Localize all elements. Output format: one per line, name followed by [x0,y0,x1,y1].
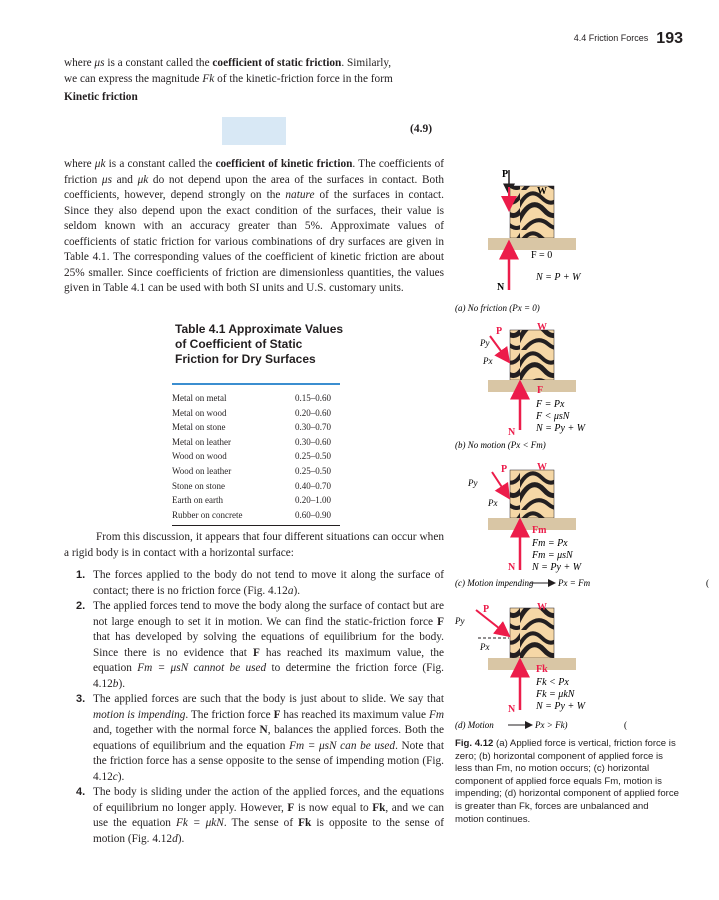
table-surfaces: Rubber on concrete [172,509,243,520]
table-surfaces: Stone on stone [172,480,225,491]
svg-text:P: P [496,326,503,337]
svg-text:N: N [508,562,516,573]
svg-text:P: P [483,604,490,615]
situations-list [64,568,444,847]
table-row [172,391,342,406]
table-surfaces: Earth on earth [172,495,223,506]
figure-caption: Fig. 4.12 (a) Applied force is vertical, friction force is zero; (b) horizontal component of applied force is less than Fm, no motion occurs; (c) horizontal component of applied force equals Fm, motion is impending; (d) horizontal component of applied force is greater than Fk, forces are unbalanced and motion continues. [455,738,679,825]
table-top-rule [172,383,340,385]
table-row [172,493,342,508]
panel-c [455,462,709,588]
svg-text:Fk < Px: Fk < Px [536,677,569,688]
block-a [510,186,554,238]
intro-line-1: where μs is a constant called the coefficient of static friction. Similarly, [64,57,392,69]
svg-text:Fk = μkN: Fk = μkN [536,689,575,700]
table-coefficient: 0.25–0.50 [295,465,331,476]
svg-text:Fk: Fk [536,664,548,675]
svg-text:N: N [508,704,516,715]
list-item: 1. The forces applied to the body do not tend to move it along the surface of contact; there is no friction force (Fig. 4.12a). [76,569,444,597]
svg-text:Px = Fm: Px = Fm [558,578,591,588]
panel-a [455,169,582,313]
table-surfaces: Metal on stone [172,422,226,433]
panel-b [455,322,587,450]
equation-number: (4.9) [410,123,433,135]
svg-text:Px: Px [483,356,493,366]
svg-text:(d) Motion: (d) Motion [455,720,494,730]
svg-text:Fm: Fm [532,525,547,536]
paragraph-situations: From this discussion, it appears that four different situations can occur when a rigid body is in contact with a horizontal surface: [64,531,444,559]
svg-text:W: W [537,602,547,613]
svg-text:F < μsN: F < μsN [536,411,570,422]
table-surfaces: Metal on metal [172,393,227,403]
svg-text:N = Py + W: N = Py + W [536,701,586,712]
svg-text:Py: Py [455,616,465,626]
list-item: 2. The applied forces tend to move the body along the surface of contact but are not large enough to set it in motion. We can find the static-friction force F that has developed by solving the equations of equilibrium for the body. Since there is no evidence that F has reached its maximum value, the equation Fm = μsN cannot be used to determine the friction force (Fig. 4.12b). [76,600,444,690]
table-surfaces: Metal on leather [172,436,231,447]
table-row [172,449,342,464]
intro-line-2: we can express the magnitude Fk of the kinetic-friction force in the form [64,72,393,85]
svg-text:Py: Py [480,338,490,348]
svg-text:N = Py + W: N = Py + W [536,423,586,434]
svg-text:N: N [497,282,505,293]
table-coefficient: 0.25–0.50 [295,451,331,462]
table-row [172,479,342,494]
svg-text:W: W [537,322,547,333]
table-row [172,435,342,450]
table-row [172,464,342,479]
svg-text:P: P [501,464,508,475]
table-coefficient: 0.60–0.90 [295,509,331,520]
table-row [172,406,342,421]
svg-text:(b) No motion (Px < Fm): (b) No motion (Px < Fm) [455,440,546,450]
section-title: 4.4 Friction Forces [573,33,649,43]
svg-text:Py: Py [468,478,478,488]
svg-text:(c) Motion impending: (c) Motion impending [455,578,534,588]
list-item: 3. The applied forces are such that the body is just about to slide. We say that motion is impending. The friction force F has reached its maximum value Fm and, together with the normal force N, balances the applied forces. Both the equations of equilibrium and the equation Fm = μsN can be used. Note that the friction force has a sense opposite to the sense of impending motion (Fig. 4.12c). [76,693,444,783]
table-bottom-rule [172,525,340,526]
svg-text:N = P + W: N = P + W [536,272,581,283]
table-surfaces: Metal on wood [172,407,227,418]
svg-text:Fm = Px: Fm = Px [532,538,568,549]
paragraph-coefficients: where μk is a constant called the coefficient of kinetic friction. The coefficients of friction μs and μk do not depend upon the area of the surfaces in contact. Both coefficients, however, depend strongly on the nature of the surfaces in contact. Since they also depend upon the exact condition of the surfaces, their value is seldom known with an accuracy greater than 5%. Approximate values of coefficients of static friction for various combinations of dry surfaces are given in Table 4.1. The corresponding values of the coefficient of kinetic friction are about 25% smaller. Since coefficients of friction are dimensionless quantities, the values given in Table 4.1 can be used with both SI units and U.S. customary units. [64,158,444,294]
svg-text:W: W [537,462,547,473]
panel-d [454,602,627,730]
table-coefficient: 0.20–0.60 [295,407,331,418]
svg-text:Px > Fk): Px > Fk) [535,720,568,730]
intro-block [64,56,444,106]
table-coefficient: 0.40–0.70 [295,480,331,491]
figure-4-12 [440,150,719,740]
svg-text:F = 0: F = 0 [531,250,553,261]
list-item: 4. The body is sliding under the action of the applied forces, and the equations of equilibrium no longer apply. However, F is now equal to Fk, and we can use the equation Fk = μkN. The sense of Fk is opposite to the sense of motion (Fig. 4.12d). [76,786,444,845]
kinetic-friction-heading: Kinetic friction [64,91,138,103]
svg-text:F = Px: F = Px [536,399,565,410]
table-coefficient: 0.30–0.60 [295,436,331,447]
svg-text:N = Py + W: N = Py + W [532,562,582,573]
svg-text:F: F [537,385,544,396]
svg-text:Px: Px [488,498,498,508]
table-coefficient: 0.30–0.70 [295,422,331,433]
table-title: Table 4.1 Approximate Values of Coefficient of Static Friction for Dry Surfaces [175,322,344,366]
running-header [574,28,683,46]
svg-text:(: ( [624,720,627,730]
equation-box [222,117,286,145]
label-P: P [502,169,509,180]
svg-text:W: W [537,186,547,197]
table-surfaces: Wood on wood [172,451,227,462]
table-coefficient: 0.20–1.00 [295,495,331,506]
page-number: 193 [656,30,683,47]
svg-text:Px: Px [480,642,490,652]
friction-table [172,391,342,522]
svg-text:N: N [508,427,516,438]
svg-text:(: ( [706,578,709,588]
table-row [172,420,342,435]
svg-text:(a) No friction (Px = 0): (a) No friction (Px = 0) [455,303,540,313]
table-row [172,508,342,523]
svg-text:Fm = μsN: Fm = μsN [532,550,573,561]
table-coefficient: 0.15–0.60 [295,393,331,403]
table-surfaces: Wood on leather [172,465,232,476]
